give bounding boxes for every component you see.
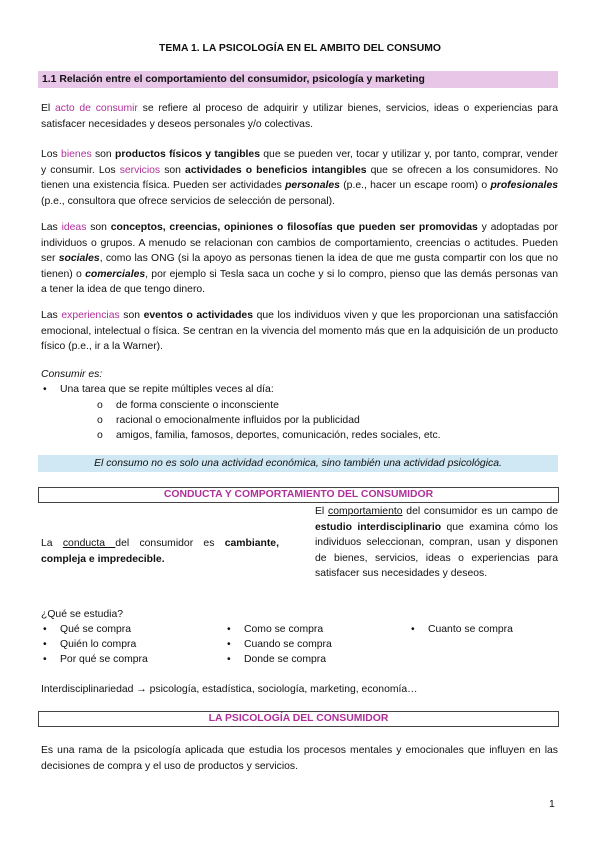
bullet-marker: • bbox=[43, 384, 47, 395]
keyword-servicios: servicios bbox=[119, 164, 161, 176]
keyword-experiencias: experiencias bbox=[61, 310, 120, 321]
estudia-item: Qué se compra bbox=[60, 624, 132, 635]
box-conducta-header bbox=[38, 487, 559, 503]
estudia-item: Como se compra bbox=[244, 624, 324, 635]
bullet-marker: • bbox=[43, 639, 47, 650]
keyword-acto-consumir: acto de consumir bbox=[55, 103, 138, 114]
bullet-marker: • bbox=[227, 639, 231, 650]
consumir-sub-item: racional o emocionalmente influidos por la publicidad bbox=[116, 415, 360, 426]
bullet-marker: • bbox=[43, 624, 47, 635]
box-psicologia-header bbox=[38, 711, 559, 727]
consumir-sub-item: amigos, familia, famosos, deportes, comunicación, redes sociales, etc. bbox=[116, 430, 441, 441]
paragraph-ideas: Las ideas son conceptos, creencias, opiniones o filosofías que pueden ser promovidas y adoptadas por individuos o grupos. A menudo se relacionan con cambios de comportamiento, creencias o actitudes. Pueden ser sociales, como las ONG (si la apoyo as personas tienen la idea de que me gusta compartir con los que no tienen) o comerciales, por ejemplo si Tesla saca un coche y si lo compro, pienso que las demás personas van a tener la idea de que tengo dinero. bbox=[41, 222, 558, 295]
box-conducta-left: La conducta del consumidor es cambiante, compleja e impredecible. bbox=[41, 538, 279, 565]
page-number: 1 bbox=[549, 799, 555, 810]
box-psicologia-title: LA PSICOLOGÍA DEL CONSUMIDOR bbox=[208, 713, 389, 724]
consumir-bullet: Una tarea que se repite múltiples veces al día: bbox=[60, 384, 274, 395]
highlight-quote: El consumo no es solo una actividad económica, sino también una actividad psicológica. bbox=[38, 455, 558, 472]
bullet-marker: • bbox=[227, 654, 231, 665]
page-title: TEMA 1. LA PSICOLOGÍA EN EL AMBITO DEL CONSUMO bbox=[159, 43, 441, 54]
sub-marker: o bbox=[97, 415, 103, 426]
estudia-item: Quién lo compra bbox=[60, 639, 137, 650]
bullet-marker: • bbox=[227, 624, 231, 635]
interdisciplinariedad-line: Interdisciplinariedad → psicología, estadística, sociología, marketing, economía… bbox=[41, 684, 418, 695]
keyword-ideas: ideas bbox=[61, 222, 87, 233]
sub-marker: o bbox=[97, 400, 103, 411]
sub-marker: o bbox=[97, 430, 103, 441]
estudia-label: ¿Qué se estudia? bbox=[41, 609, 124, 620]
paragraph-bienes-servicios: Los bienes son productos físicos y tangibles que se pueden ver, tocar y utilizar y, por tanto, comprar, vender y consumir. Los servicios son actividades o beneficios intangibles que se ofrecen a los consumidores. No tienen una existencia física. Pueden ser actividades personales (p.e., hacer un escape room) o profesionales (p.e., consultora que ofrece servicios de selección de personal). bbox=[41, 149, 559, 207]
estudia-item: Cuando se compra bbox=[244, 639, 332, 650]
keyword-bienes: bienes bbox=[61, 149, 92, 160]
estudia-item: Por qué se compra bbox=[60, 654, 148, 665]
paragraph-experiencias: Las experiencias son eventos o actividades que los individuos viven y que les proporcionan una satisfacción emocional, intelectual o física. Se centran en la vivencia del momento más que en la adquisición de un producto físico (p.e., ir a la Warner). bbox=[41, 310, 559, 352]
box-conducta-title: CONDUCTA Y COMPORTAMIENTO DEL CONSUMIDOR bbox=[163, 489, 434, 500]
paragraph-psicologia-consumidor: Es una rama de la psicología aplicada que estudia los procesos mentales y emocionales que influyen en las decisiones de compra y el uso de productos y servicios. bbox=[41, 745, 558, 772]
estudia-item: Cuanto se compra bbox=[428, 624, 513, 635]
arrow-right-icon: → bbox=[136, 684, 147, 695]
consumir-sub-item: de forma consciente o inconsciente bbox=[116, 400, 279, 411]
estudia-item: Donde se compra bbox=[244, 654, 327, 665]
consumir-label: Consumir es: bbox=[41, 369, 103, 380]
bullet-marker: • bbox=[43, 654, 47, 665]
box-conducta-right: El comportamiento del consumidor es un campo de estudio interdisciplinario que examina cómo los individuos seleccionan, compran, usan y disponen de bienes, servicios, ideas o experiencias para satisfacer sus necesidades y deseos. bbox=[315, 506, 558, 579]
paragraph-acto-consumir: El acto de consumir se refiere al proceso de adquirir y utilizar bienes, servicios, ideas o experiencias para satisfacer necesidades y deseos personales y/o colectivas. bbox=[41, 103, 558, 130]
bullet-marker: • bbox=[411, 624, 415, 635]
section-heading: 1.1 Relación entre el comportamiento del consumidor, psicología y marketing bbox=[38, 71, 558, 88]
